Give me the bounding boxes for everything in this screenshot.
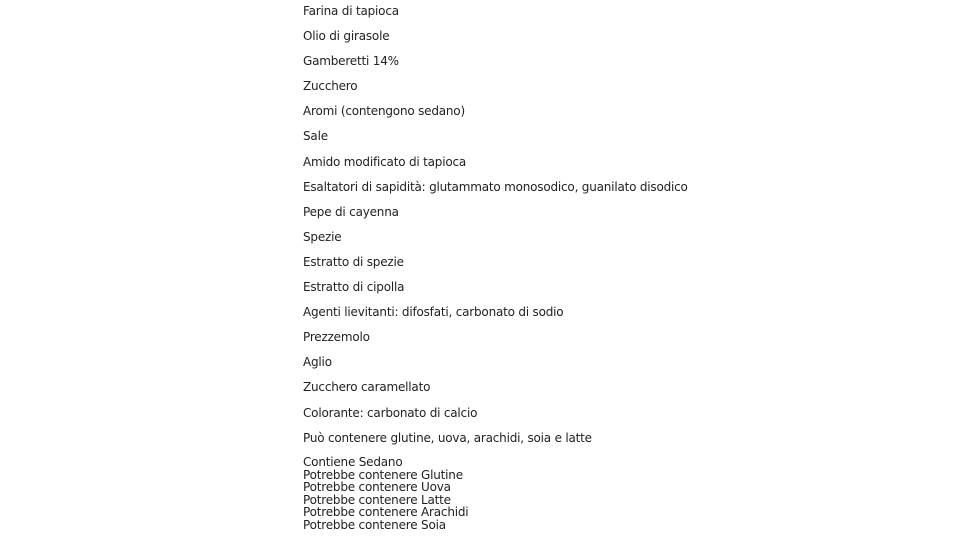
allergen-item: Potrebbe contenere Arachidi [303,505,469,520]
allergen-item: Potrebbe contenere Glutine [303,467,463,482]
ingredient-item: Prezzemolo [303,330,370,345]
ingredient-item: Aromi (contengono sedano) [303,104,465,119]
ingredient-item: Olio di girasole [303,29,390,44]
allergen-item: Potrebbe contenere Uova [303,480,451,495]
ingredient-item: Estratto di cipolla [303,280,405,295]
allergen-item: Contiene Sedano [303,455,403,469]
ingredient-item: Agenti lievitanti: difosfati, carbonato di sodio [303,305,564,320]
ingredient-item: Spezie [303,229,342,244]
ingredient-item: Pepe di cayenna [303,204,399,219]
ingredient-item: Amido modificato di tapioca [303,154,467,169]
ingredient-item: Estratto di spezie [303,254,404,269]
ingredient-item: Sale [303,129,328,144]
ingredient-item: Colorante: carbonato di calcio [303,405,478,420]
allergen-item: Potrebbe contenere Soia [303,517,446,532]
ingredient-item: Può contenere glutine, uova, arachidi, soia e latte [303,430,592,445]
ingredient-item: Aglio [303,355,332,370]
allergen-list [303,456,468,532]
ingredient-item: Zucchero caramellato [303,380,431,395]
ingredient-item: Zucchero [303,79,358,94]
ingredient-list [303,4,688,456]
ingredient-item: Gamberetti 14% [303,54,399,69]
ingredient-item: Esaltatori di sapidità: glutammato monosodico, guanilato disodico [303,179,688,194]
ingredient-item: Farina di tapioca [303,4,399,18]
allergen-item: Potrebbe contenere Latte [303,492,451,507]
